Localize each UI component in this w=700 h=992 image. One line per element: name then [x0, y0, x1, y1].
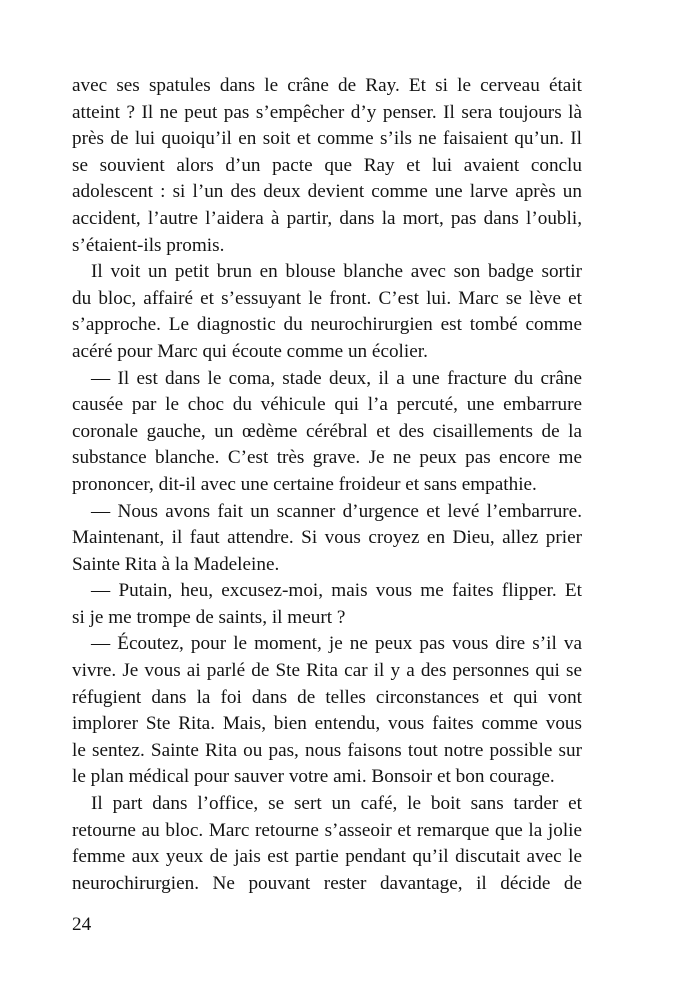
text-line: atteint ? Il ne peut pas s’empêcher d’y penser. Il sera toujours là [72, 101, 582, 123]
text-line: se souvient alors d’un pacte que Ray et lui avaient conclu [72, 154, 582, 176]
text-line: vivre. Je vous ai parlé de Ste Rita car il y a des personnes qui se [72, 660, 582, 682]
page-number: 24 [72, 914, 92, 935]
text-line: neurochirurgien. Ne pouvant rester davantage, il décide de [72, 872, 582, 894]
text-line: coronale gauche, un œdème cérébral et des cisaillements de la [72, 420, 582, 442]
body-text [72, 73, 582, 897]
text-line: adolescent : si l’un des deux devient comme une larve après un [72, 181, 582, 203]
text-line: s’étaient-ils promis. [72, 234, 225, 256]
text-line: le plan médical pour sauver votre ami. Bonsoir et bon courage. [72, 766, 555, 788]
text-line: — Écoutez, pour le moment, je ne peux pas vous dire s’il va [91, 633, 582, 655]
text-line: réfugient dans la foi dans de telles circonstances et qui vont [72, 686, 582, 708]
text-line: s’approche. Le diagnostic du neurochirurgien est tombé comme [72, 314, 582, 336]
text-line: femme aux yeux de jais est partie pendant qu’il discutait avec le [72, 846, 582, 868]
text-line: Sainte Rita à la Madeleine. [72, 553, 280, 575]
text-line: causée par le choc du véhicule qui l’a percuté, une embarrure [72, 394, 582, 416]
text-line: — Il est dans le coma, stade deux, il a une fracture du crâne [91, 367, 582, 389]
text-line: prononcer, dit-il avec une certaine froideur et sans empathie. [72, 473, 537, 495]
text-line: — Nous avons fait un scanner d’urgence et levé l’embarrure. [91, 500, 582, 522]
text-line: si je me trompe de saints, il meurt ? [72, 606, 346, 628]
text-line: près de lui quoiqu’il en soit et comme s’ils ne faisaient qu’un. Il [72, 128, 582, 150]
text-line: accident, l’autre l’aidera à partir, dans la mort, pas dans l’oubli, [72, 207, 582, 229]
text-line: retourne au bloc. Marc retourne s’asseoir et remarque que la jolie [72, 819, 582, 841]
text-line: implorer Ste Rita. Mais, bien entendu, vous faites comme vous [72, 713, 582, 735]
text-line: avec ses spatules dans le crâne de Ray. Et si le cerveau était [72, 75, 582, 96]
text-line: le sentez. Sainte Rita ou pas, nous faisons tout notre possible sur [72, 739, 582, 761]
text-line: Maintenant, il faut attendre. Si vous croyez en Dieu, allez prier [72, 527, 582, 549]
text-line: Il voit un petit brun en blouse blanche avec son badge sortir [91, 261, 582, 283]
text-line: Il part dans l’office, se sert un café, le boit sans tarder et [91, 793, 582, 815]
text-line: substance blanche. C’est très grave. Je ne peux pas encore me [72, 447, 582, 469]
text-line: acéré pour Marc qui écoute comme un écolier. [72, 340, 428, 362]
text-line: du bloc, affairé et s’essuyant le front. C’est lui. Marc se lève et [72, 287, 582, 309]
text-line: — Putain, heu, excusez-moi, mais vous me faites flipper. Et [91, 580, 582, 602]
